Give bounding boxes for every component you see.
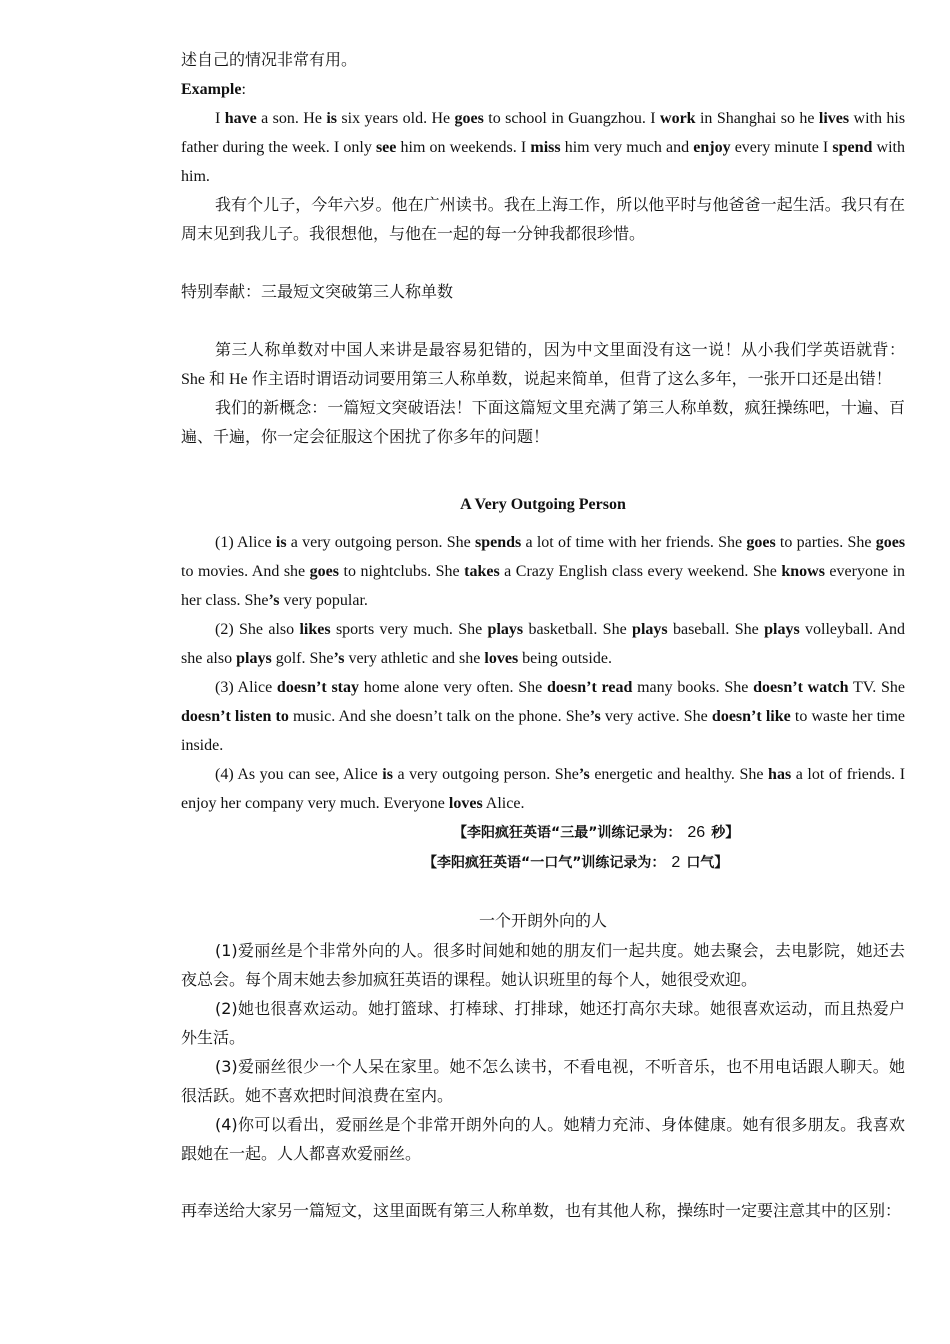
spacer	[181, 878, 905, 907]
text-run: I	[215, 110, 225, 127]
bold-word: plays	[487, 621, 524, 638]
text-run: sports very much. She	[330, 621, 488, 638]
spacer	[181, 307, 905, 336]
text-run: Alice.	[482, 795, 525, 812]
bold-word: loves	[484, 650, 519, 667]
text-run: a very outgoing person. She	[286, 534, 476, 551]
bold-word: doesn’t like	[711, 708, 791, 725]
text-run: to parties. She	[775, 534, 876, 551]
bold-word: is	[382, 766, 393, 783]
story-chinese-paragraph-2: (2)她也很喜欢运动。她打篮球、打棒球、打排球，她还打高尔夫球。她很喜欢运动，而且热爱户外生活。	[181, 999, 905, 1047]
text-run: (2) She also	[215, 621, 300, 638]
bold-word: ’s	[589, 708, 601, 725]
bold-word: knows	[781, 563, 825, 580]
bold-word: ’s	[268, 592, 280, 609]
bold-word: is	[326, 110, 337, 127]
spacer	[181, 249, 905, 278]
bold-word: doesn’t listen to	[181, 708, 289, 725]
example-chinese: 我有个儿子，今年六岁。他在广州读书。我在上海工作，所以他平时与他爸爸一起生活。我只有在周末见到我儿子。我很想他，与他在一起的每一分钟我都很珍惜。	[181, 197, 905, 243]
story-paragraph-3	[181, 673, 905, 760]
text-run: TV. She	[848, 679, 906, 696]
special-heading: 特别奉献：三最短文突破第三人称单数	[181, 284, 454, 301]
record-2-suffix: 口气】	[686, 855, 729, 871]
text-run: a very outgoing person. She	[392, 766, 579, 783]
text-run: baseball. She	[667, 621, 765, 638]
bold-word: spend	[832, 139, 873, 156]
text-run: to school in Guangzhou. I	[483, 110, 661, 127]
text-run: energetic and healthy. She	[589, 766, 769, 783]
document-page	[181, 46, 905, 1226]
text-run: music. And she doesn’t talk on the phone. She	[288, 708, 590, 725]
text-run: very popular.	[279, 592, 368, 609]
record-1-prefix: 【李阳疯狂英语“三最”训练记录为：	[453, 825, 682, 841]
text-run: being outside.	[518, 650, 612, 667]
bold-word: has	[768, 766, 792, 783]
bold-word: goes	[454, 110, 484, 127]
text-run: a lot of friends. I enjoy her company very much. Everyone	[181, 766, 906, 812]
bold-word: ’s	[578, 766, 590, 783]
story-paragraph-4	[181, 760, 905, 818]
bold-word: lives	[818, 110, 850, 127]
text-run: to nightclubs. She	[339, 563, 465, 580]
bold-word: spends	[475, 534, 522, 551]
text-run: every minute I	[730, 139, 833, 156]
bold-word: goes	[309, 563, 339, 580]
text-run: very athletic and she	[344, 650, 485, 667]
bold-word: is	[275, 534, 287, 551]
bold-word: doesn’t stay	[276, 679, 360, 696]
example-heading	[181, 75, 905, 104]
text-run: (3) Alice	[215, 679, 277, 696]
text-run: six years old. He	[337, 110, 455, 127]
bold-word: plays	[764, 621, 800, 638]
text-run: with his father during the week. I only	[181, 110, 906, 156]
special-paragraph-2: 我们的新概念：一篇短文突破语法！下面这篇短文里充满了第三人称单数，疯狂操练吧，十遍、百遍、千遍，你一定会征服这个困扰了你多年的问题！	[181, 400, 905, 446]
story-paragraph-2	[181, 615, 905, 673]
story-chinese-paragraph-1: (1)爱丽丝是个非常外向的人。很多时间她和她的朋友们一起共度。她去聚会，去电影院，她还去夜总会。每个周末她去参加疯狂英语的课程。她认识班里的每个人，她很受欢迎。	[181, 941, 905, 989]
bold-word: see	[375, 139, 397, 156]
text-run: everyone in her class. She	[181, 563, 906, 609]
text-run: a Crazy English class every weekend. She	[499, 563, 782, 580]
story-paragraph-1	[181, 528, 905, 615]
record-1-value: 26	[687, 824, 706, 841]
text-run: golf. She	[271, 650, 334, 667]
text-run: (4) As you can see, Alice	[215, 766, 383, 783]
text-run: in Shanghai so he	[695, 110, 819, 127]
text-run: him very much and	[560, 139, 694, 156]
bold-word: miss	[530, 139, 561, 156]
bold-word: likes	[299, 621, 331, 638]
text-run: to waste her time inside.	[181, 708, 906, 754]
bold-word: goes	[875, 534, 906, 551]
bold-word: goes	[746, 534, 776, 551]
closing-paragraph: 再奉送给大家另一篇短文，这里面既有第三人称单数，也有其他人称，操练时一定要注意其中的区别：	[181, 1203, 902, 1220]
story-chinese-paragraph-4: (4)你可以看出，爱丽丝是个非常开朗外向的人。她精力充沛、身体健康。她有很多朋友。我喜欢跟她在一起。人人都喜欢爱丽丝。	[181, 1115, 905, 1163]
text-run: a son. He	[256, 110, 327, 127]
text-run: (1) Alice	[215, 534, 276, 551]
record-2-prefix: 【李阳疯狂英语“一口气”训练记录为：	[423, 855, 666, 871]
text-run: to movies. And she	[181, 563, 310, 580]
text-run: basketball. She	[523, 621, 633, 638]
text-run: home alone very often. She	[359, 679, 547, 696]
bold-word: enjoy	[693, 139, 731, 156]
bold-word: work	[660, 110, 696, 127]
story-title: A Very Outgoing Person	[460, 496, 626, 513]
training-record-1	[181, 818, 905, 848]
spacer	[181, 452, 905, 481]
story-chinese-title: 一个开朗外向的人	[478, 913, 607, 930]
bold-word: takes	[464, 563, 500, 580]
special-paragraph-1: 第三人称单数对中国人来讲是最容易犯错的，因为中文里面没有这一说！从小我们学英语就背：She 和 He 作主语时谓语动词要用第三人称单数，说起来简单，但背了这么多年，一张开口还是出错！	[181, 342, 905, 388]
text-run: a lot of time with her friends. She	[521, 534, 747, 551]
spacer	[181, 1168, 905, 1197]
text-run: him on weekends. I	[396, 139, 531, 156]
bold-word: doesn’t read	[547, 679, 633, 696]
example-label: Example	[181, 81, 242, 98]
text-run: many books. She	[632, 679, 754, 696]
bold-word: doesn’t watch	[753, 679, 849, 696]
training-record-2	[181, 848, 905, 878]
bold-word: plays	[236, 650, 272, 667]
record-1-suffix: 秒】	[711, 825, 740, 841]
bold-word: loves	[448, 795, 483, 812]
bold-word: plays	[632, 621, 668, 638]
bold-word: have	[224, 110, 257, 127]
example-colon: :	[241, 81, 246, 98]
text-run: with him.	[181, 139, 905, 185]
text-run: very active. She	[600, 708, 712, 725]
intro-tail: 述自己的情况非常有用。	[181, 52, 358, 69]
text-run: volleyball. And she also	[181, 621, 906, 667]
example-english	[181, 104, 905, 191]
story-chinese-paragraph-3: (3)爱丽丝很少一个人呆在家里。她不怎么读书，不看电视，不听音乐，也不用电话跟人聊天。她很活跃。她不喜欢把时间浪费在室内。	[181, 1057, 905, 1105]
record-2-value: 2	[671, 854, 681, 871]
bold-word: ’s	[333, 650, 345, 667]
